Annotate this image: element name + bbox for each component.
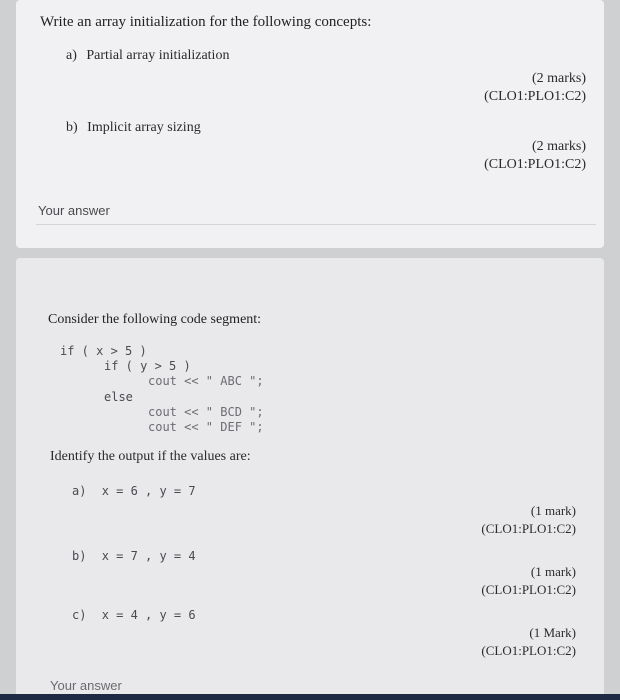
- q2-case-b-marks: (1 mark): [530, 564, 576, 579]
- code-line-5: cout << " BCD ";: [148, 405, 264, 419]
- q2-case-b-clo: (CLO1:PLO1:C2): [481, 582, 576, 597]
- question-2-prompt: Identify the output if the values are:: [50, 449, 251, 464]
- q2-case-a-expr: x = 6 , y = 7: [101, 484, 196, 498]
- q2-case-a-clo: (CLO1:PLO1:C2): [481, 521, 576, 536]
- q1-part-b: [66, 120, 201, 136]
- question-card-1: [16, 0, 604, 248]
- q2-case-a: [72, 484, 196, 498]
- q2-case-a-label: a): [72, 484, 87, 498]
- q1-part-a-marks-block: [484, 70, 586, 106]
- q2-case-b-expr: x = 7 , y = 4: [101, 549, 196, 563]
- bottom-taskbar-edge: [0, 694, 620, 700]
- code-line-2: if ( y > 5 ): [104, 359, 191, 373]
- code-line-1: if ( x > 5 ): [60, 344, 147, 358]
- q2-case-a-marks: (1 mark): [530, 503, 576, 518]
- question-2-title: Consider the following code segment:: [48, 312, 262, 327]
- q1-part-b-text: Implicit array sizing: [87, 120, 201, 135]
- question-card-2: [16, 258, 604, 700]
- q2-case-c-label: c): [72, 608, 87, 622]
- code-line-3: cout << " ABC ";: [148, 374, 264, 388]
- q2-answer-input[interactable]: Your answer: [50, 678, 122, 693]
- q2-case-c-marks: (1 Mark): [529, 625, 576, 640]
- q2-case-b-marks-block: [481, 563, 576, 599]
- code-line-6: cout << " DEF ";: [148, 420, 264, 434]
- q2-case-c-expr: x = 4 , y = 6: [101, 608, 196, 622]
- q1-part-b-marks-block: [484, 138, 586, 174]
- q1-part-a-label: a): [66, 48, 77, 63]
- q1-part-b-marks: (2 marks): [531, 139, 586, 154]
- q1-answer-underline: [36, 224, 596, 225]
- q1-answer-input[interactable]: Your answer: [38, 203, 110, 218]
- q1-part-a-text: Partial array initialization: [86, 48, 230, 63]
- q1-part-a-clo: (CLO1:PLO1:C2): [484, 89, 586, 104]
- q2-case-c-marks-block: [481, 624, 576, 660]
- code-line-4: else: [104, 390, 133, 404]
- q1-part-a: [66, 48, 229, 64]
- q1-part-a-marks: (2 marks): [531, 71, 586, 86]
- q2-case-c-clo: (CLO1:PLO1:C2): [481, 643, 576, 658]
- q2-case-a-marks-block: [481, 502, 576, 538]
- q2-case-b: [72, 549, 196, 563]
- q2-case-c: [72, 608, 196, 622]
- question-1-title: Write an array initialization for the following concepts:: [40, 14, 372, 30]
- q1-part-b-clo: (CLO1:PLO1:C2): [484, 157, 586, 172]
- q1-part-b-label: b): [66, 120, 78, 135]
- q2-case-b-label: b): [72, 549, 87, 563]
